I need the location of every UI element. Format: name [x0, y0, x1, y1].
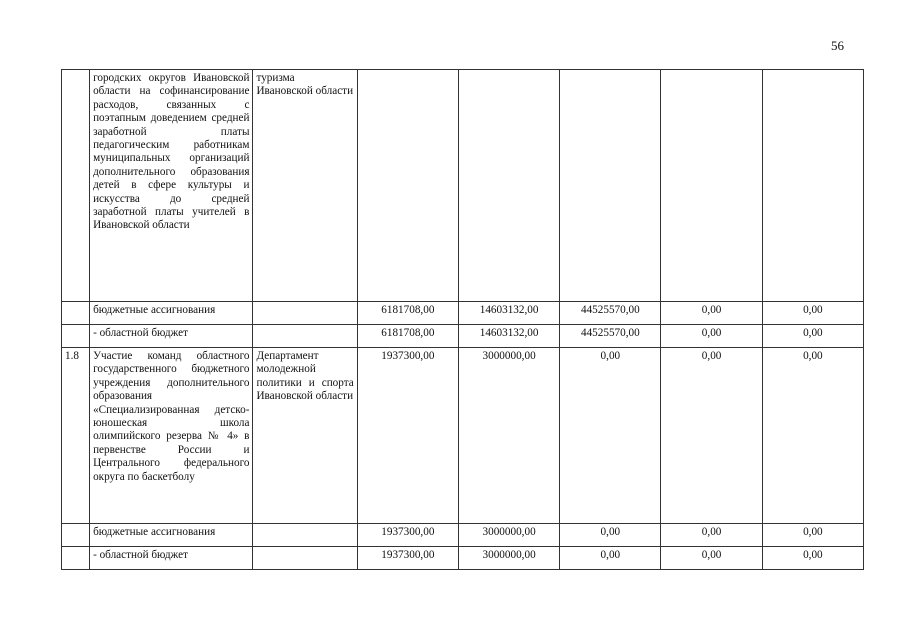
row-number-cell — [62, 70, 90, 302]
row-number-cell — [62, 302, 90, 325]
value-cell: 0,00 — [560, 524, 661, 547]
value-cell — [357, 70, 458, 302]
value-cell: 0,00 — [661, 524, 762, 547]
measure-name-cell: - областной бюджет — [90, 547, 253, 570]
value-cell — [458, 70, 559, 302]
value-cell: 6181708,00 — [357, 325, 458, 348]
value-cell: 0,00 — [661, 348, 762, 524]
value-cell — [661, 70, 762, 302]
value-cell: 0,00 — [762, 302, 863, 325]
table-row-budget-allocations — [62, 524, 864, 547]
value-cell: 0,00 — [661, 325, 762, 348]
measure-name-cell: городских округов Ивановской области на софинансирование расходов, связанных с поэтапным доведением средней заработной платы педагогическим работникам муниципальных организаций дополнительного образования детей в сфере культуры и искусства до средней заработной платы учителей в Ивановской области — [90, 70, 253, 302]
executor-cell: Департамент молодежной политики и спорта Ивановской области — [253, 348, 357, 524]
measure-name-cell: бюджетные ассигнования — [90, 302, 253, 325]
executor-cell — [253, 325, 357, 348]
value-cell: 0,00 — [661, 302, 762, 325]
value-cell: 0,00 — [762, 547, 863, 570]
row-number-cell: 1.8 — [62, 348, 90, 524]
value-cell: 3000000,00 — [458, 524, 559, 547]
table-row-regional-budget — [62, 325, 864, 348]
value-cell: 0,00 — [762, 524, 863, 547]
row-number-cell — [62, 547, 90, 570]
measure-name-cell: бюджетные ассигнования — [90, 524, 253, 547]
measure-name-cell: Участие команд областного государственного бюджетного учреждения дополнительного образования «Специализированная детско-юношеская школа олимпийского резерва № 4» в первенстве России и Центрального федерального округа по баскетболу — [90, 348, 253, 524]
value-cell: 1937300,00 — [357, 547, 458, 570]
table-row-budget-allocations — [62, 302, 864, 325]
value-cell: 3000000,00 — [458, 348, 559, 524]
budget-table — [61, 69, 864, 570]
row-number-cell — [62, 524, 90, 547]
executor-cell — [253, 547, 357, 570]
value-cell: 0,00 — [661, 547, 762, 570]
value-cell: 44525570,00 — [560, 325, 661, 348]
executor-cell — [253, 524, 357, 547]
page-number: 56 — [831, 38, 844, 53]
value-cell: 0,00 — [762, 348, 863, 524]
table-row-measure-continuation — [62, 70, 864, 302]
value-cell: 14603132,00 — [458, 325, 559, 348]
table-row-measure-1-8 — [62, 348, 864, 524]
executor-cell — [253, 302, 357, 325]
value-cell: 6181708,00 — [357, 302, 458, 325]
value-cell: 1937300,00 — [357, 524, 458, 547]
executor-cell: туризма Ивановской области — [253, 70, 357, 302]
value-cell: 0,00 — [560, 348, 661, 524]
value-cell: 3000000,00 — [458, 547, 559, 570]
value-cell — [762, 70, 863, 302]
value-cell: 44525570,00 — [560, 302, 661, 325]
value-cell: 14603132,00 — [458, 302, 559, 325]
value-cell: 0,00 — [762, 325, 863, 348]
value-cell: 1937300,00 — [357, 348, 458, 524]
measure-name-cell: - областной бюджет — [90, 325, 253, 348]
row-number-cell — [62, 325, 90, 348]
value-cell: 0,00 — [560, 547, 661, 570]
table-row-regional-budget — [62, 547, 864, 570]
value-cell — [560, 70, 661, 302]
